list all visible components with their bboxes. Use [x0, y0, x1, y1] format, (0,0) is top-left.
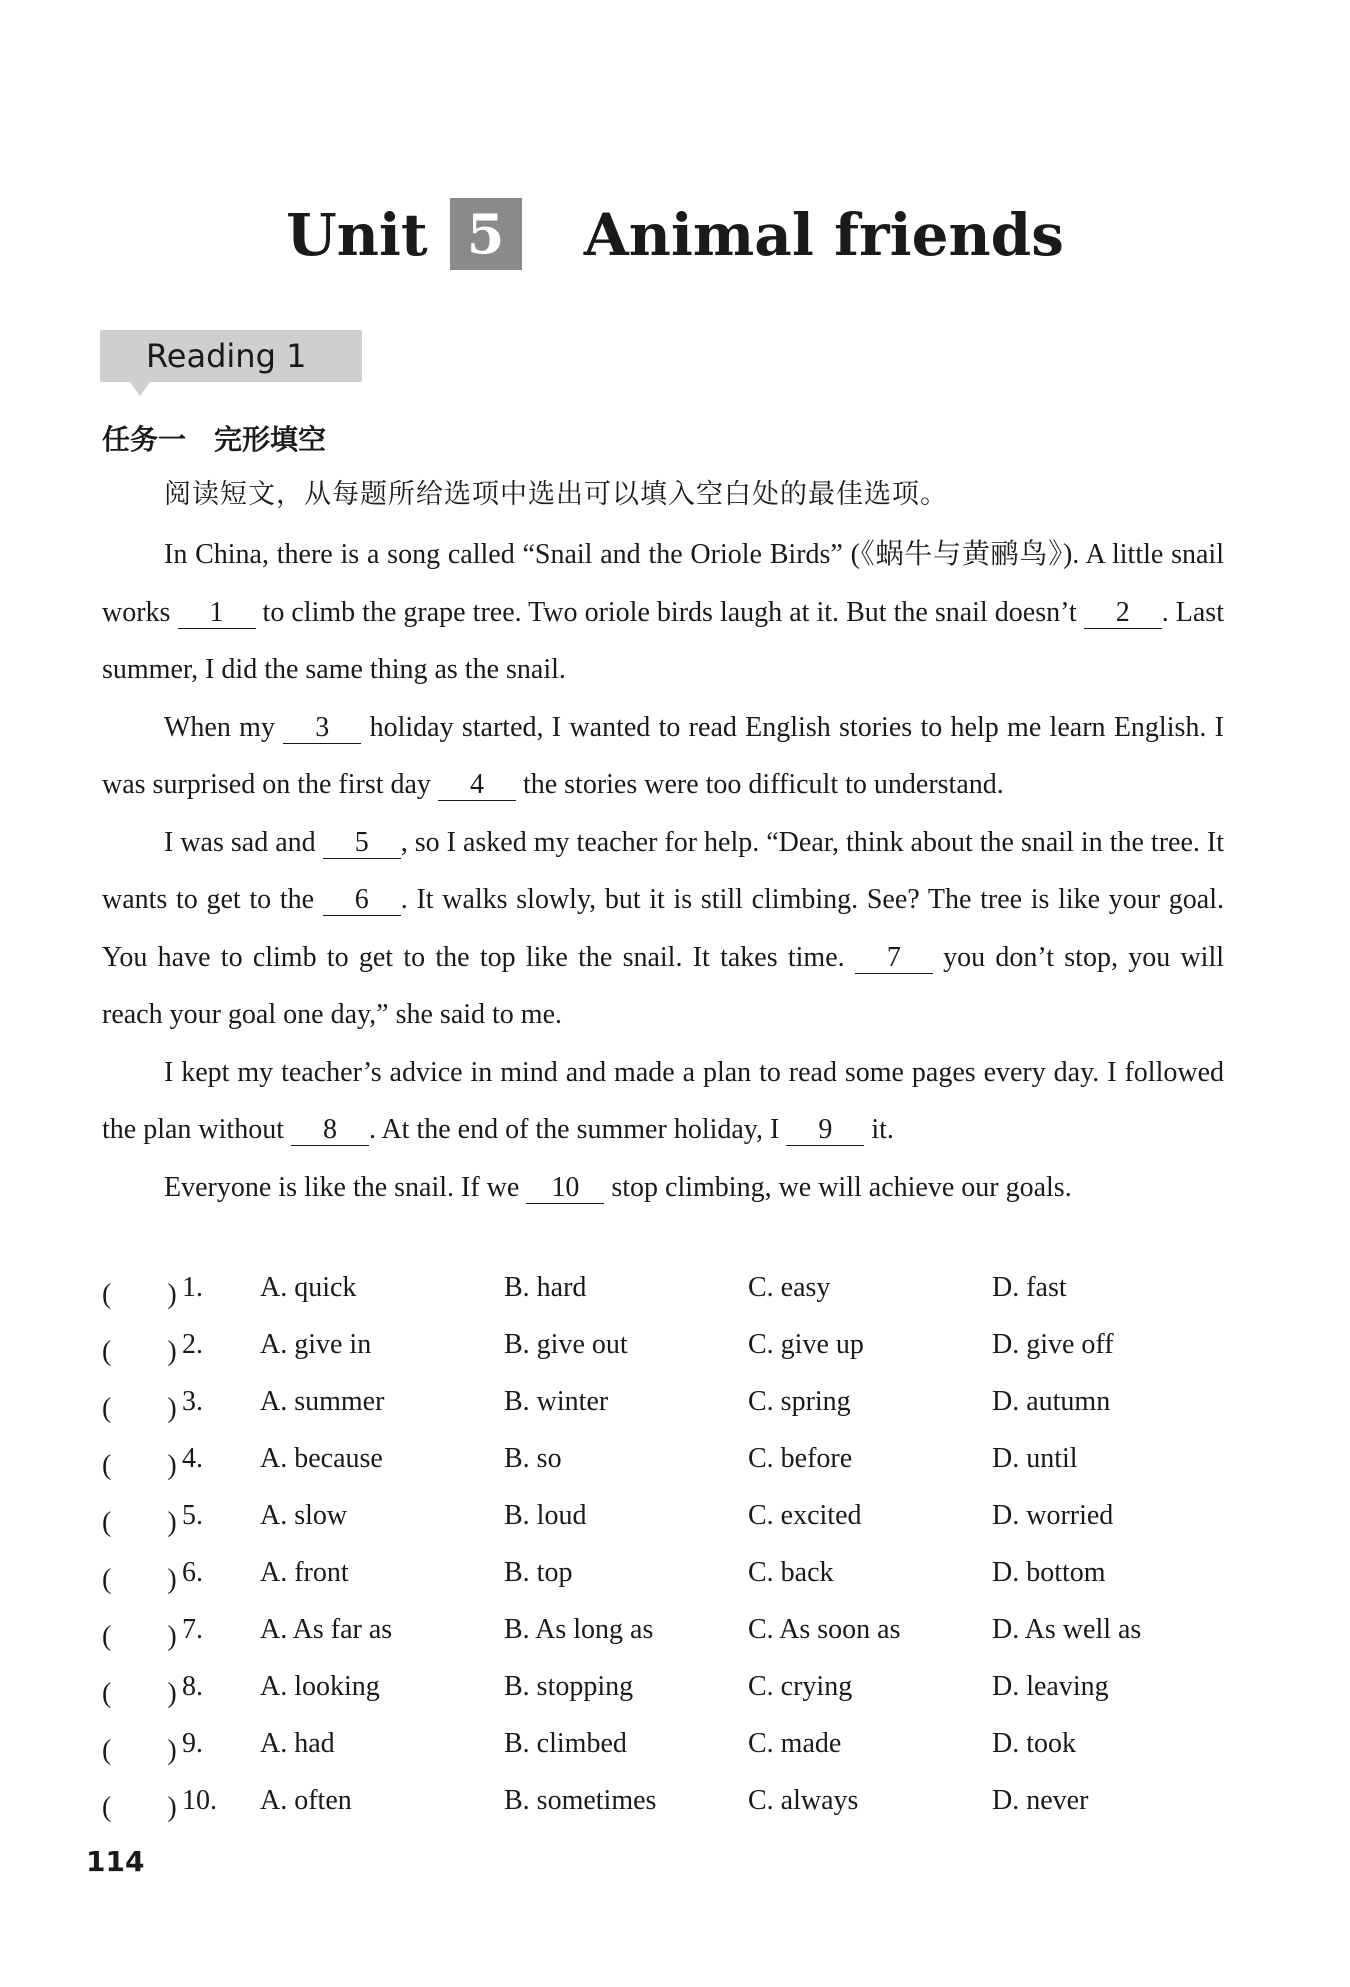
blank-9: 9: [786, 1115, 864, 1146]
question-row: [102, 1718, 1282, 1775]
question-number: 4.: [182, 1443, 203, 1474]
section-tag: [100, 330, 362, 382]
option-b: B. top: [504, 1557, 573, 1588]
option-a: A. because: [260, 1443, 383, 1474]
blank-4: 4: [438, 770, 516, 801]
option-c: C. back: [748, 1557, 834, 1588]
passage-text: , so I asked my teacher for help. “Dear, think about the snail in the tree. It wants to get to the: [102, 826, 1224, 915]
question-number: 9.: [182, 1728, 203, 1759]
passage-text: you don’t stop, you will reach your goal one day,” she said to me.: [102, 941, 1225, 1030]
question-row: [102, 1433, 1282, 1490]
passage-paragraph-1: [102, 526, 1224, 699]
task-heading: 任务一 完形填空: [102, 423, 327, 456]
option-a: A. summer: [260, 1386, 385, 1417]
option-a: A. give in: [260, 1329, 372, 1360]
answer-bracket: ( ): [102, 1279, 177, 1310]
option-a: A. front: [260, 1557, 349, 1588]
option-c: C. always: [748, 1785, 859, 1816]
question-row: [102, 1262, 1282, 1319]
option-d: D. never: [992, 1785, 1089, 1816]
passage-text: In China, there is a song called “Snail and the Oriole Birds” (《蜗牛与黄鹂鸟》). A little snail works: [102, 539, 1224, 628]
task-instruction: 阅读短文，从每题所给选项中选出可以填入空白处的最佳选项。: [164, 479, 948, 510]
question-number: 7.: [182, 1614, 203, 1645]
passage-paragraph-5: [102, 1159, 1224, 1217]
blank-6: 6: [323, 885, 401, 916]
blank-2: 2: [1084, 598, 1162, 629]
passage-text: stop climbing, we will achieve our goals.: [611, 1171, 1072, 1203]
answer-bracket: ( ): [102, 1507, 177, 1538]
option-c: C. As soon as: [748, 1614, 901, 1645]
question-row: [102, 1661, 1282, 1718]
question-row: [102, 1547, 1282, 1604]
option-c: C. made: [748, 1728, 842, 1759]
option-b: B. As long as: [504, 1614, 654, 1645]
option-a: A. looking: [260, 1671, 380, 1702]
question-number: 2.: [182, 1329, 203, 1360]
question-number: 5.: [182, 1500, 203, 1531]
option-b: B. so: [504, 1443, 562, 1474]
passage-text: When my: [164, 711, 275, 743]
passage-text: to climb the grape tree. Two oriole birds laugh at it. But the snail doesn’t: [262, 596, 1077, 628]
section-tag-label: Reading 1: [146, 337, 307, 375]
option-c: C. easy: [748, 1272, 831, 1303]
question-row: [102, 1775, 1282, 1832]
unit-prefix: Unit: [286, 201, 428, 269]
answer-bracket: ( ): [102, 1564, 177, 1595]
option-c: C. before: [748, 1443, 853, 1474]
answer-bracket: ( ): [102, 1678, 177, 1709]
question-number: 8.: [182, 1671, 203, 1702]
question-row: [102, 1376, 1282, 1433]
option-c: C. crying: [748, 1671, 853, 1702]
option-b: B. sometimes: [504, 1785, 657, 1816]
answer-bracket: ( ): [102, 1621, 177, 1652]
option-d: D. until: [992, 1443, 1078, 1474]
passage-text: Everyone is like the snail. If we: [164, 1171, 520, 1203]
blank-3: 3: [283, 713, 361, 744]
passage: [102, 526, 1224, 1216]
question-number: 1.: [182, 1272, 203, 1303]
option-a: A. quick: [260, 1272, 357, 1303]
blank-5: 5: [323, 828, 401, 859]
question-row: [102, 1604, 1282, 1661]
passage-paragraph-4: [102, 1044, 1224, 1159]
option-d: D. give off: [992, 1329, 1114, 1360]
blank-1: 1: [178, 598, 256, 629]
option-d: D. As well as: [992, 1614, 1142, 1645]
option-a: A. As far as: [260, 1614, 393, 1645]
answer-bracket: ( ): [102, 1792, 177, 1823]
blank-8: 8: [291, 1115, 369, 1146]
passage-text: . At the end of the summer holiday, I: [368, 1114, 780, 1145]
passage-text: I kept my teacher’s advice in mind and made a plan to read some pages every day. I followed the plan without: [102, 1056, 1224, 1145]
passage-text: . Last summer, I did the same thing as the snail.: [102, 596, 1224, 685]
option-b: B. winter: [504, 1386, 609, 1417]
blank-10: 10: [526, 1173, 604, 1204]
question-row: [102, 1319, 1282, 1376]
answer-bracket: ( ): [102, 1450, 177, 1481]
option-b: B. climbed: [504, 1728, 627, 1759]
page-number: 114: [86, 1845, 145, 1878]
unit-title: [0, 195, 1350, 275]
option-d: D. leaving: [992, 1671, 1109, 1702]
passage-text: the stories were too difficult to understand.: [522, 769, 1004, 800]
passage-paragraph-3: [102, 814, 1224, 1044]
question-number: 10.: [182, 1785, 217, 1816]
option-c: C. excited: [748, 1500, 862, 1531]
passage-paragraph-2: [102, 699, 1224, 814]
passage-text: I was sad and: [164, 826, 316, 858]
passage-text: it.: [871, 1114, 894, 1145]
question-number: 6.: [182, 1557, 203, 1588]
question-row: [102, 1490, 1282, 1547]
option-c: C. give up: [748, 1329, 864, 1360]
unit-name: Animal friends: [583, 201, 1064, 269]
unit-number-badge: 5: [450, 198, 522, 270]
option-a: A. had: [260, 1728, 335, 1759]
answer-bracket: ( ): [102, 1735, 177, 1766]
option-d: D. autumn: [992, 1386, 1111, 1417]
answer-bracket: ( ): [102, 1393, 177, 1424]
answer-bracket: ( ): [102, 1336, 177, 1367]
question-number: 3.: [182, 1386, 203, 1417]
option-b: B. loud: [504, 1500, 587, 1531]
option-b: B. stopping: [504, 1671, 634, 1702]
option-c: C. spring: [748, 1386, 851, 1417]
option-d: D. took: [992, 1728, 1076, 1759]
option-b: B. give out: [504, 1329, 628, 1360]
option-a: A. slow: [260, 1500, 348, 1531]
option-d: D. fast: [992, 1272, 1067, 1303]
blank-7: 7: [855, 943, 933, 974]
option-d: D. worried: [992, 1500, 1114, 1531]
passage-text: holiday started, I wanted to read English stories to help me learn English. I was surprised on the first day: [102, 711, 1225, 800]
option-a: A. often: [260, 1785, 352, 1816]
option-b: B. hard: [504, 1272, 587, 1303]
question-options-list: [102, 1262, 1282, 1832]
passage-text: . It walks slowly, but it is still climbing. See? The tree is like your goal. You have to climb to get to the top like the snail. It takes time.: [102, 884, 1225, 973]
option-d: D. bottom: [992, 1557, 1106, 1588]
